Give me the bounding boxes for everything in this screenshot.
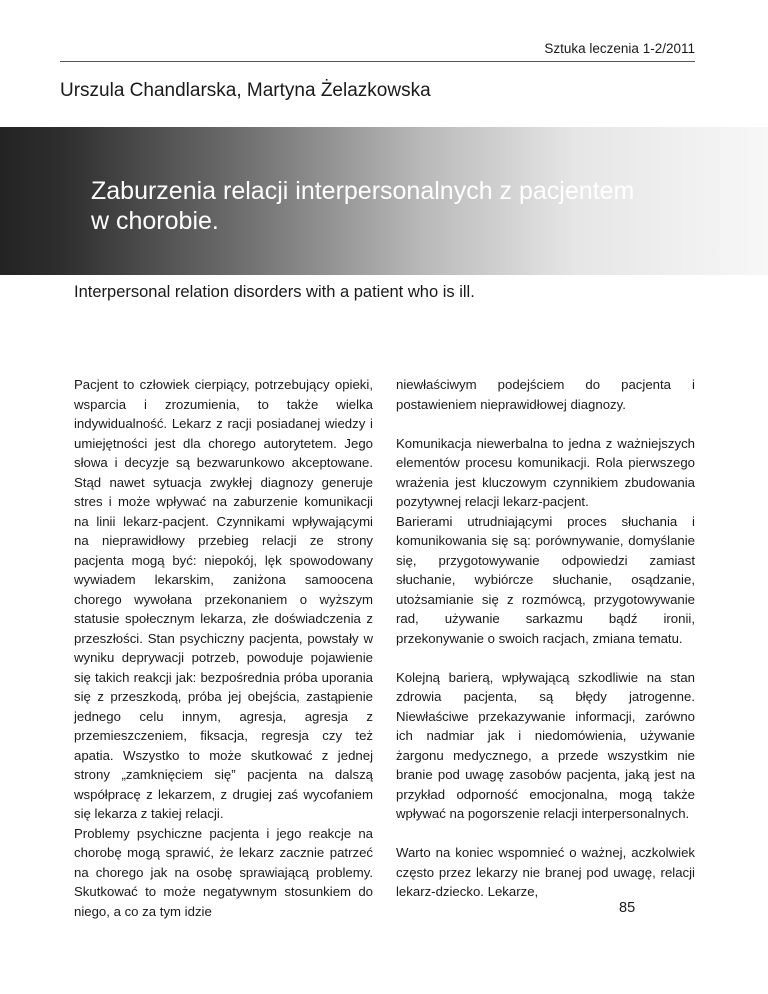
paragraph: Pacjent to człowiek cierpiący, potrzebujący opieki, wsparcia i zrozumienia, to także wielka indywidualność. Lekarz z racji posiadanej wiedzy i umiejętności jest dla chorego autorytetem. Jego słowa i decyzje są bezwarunkowo akceptowane. Stąd nawet sytuacja zwykłej diagnozy generuje stres i może wpływać na zaburzenie komunikacji na linii lekarz-pacjent. Czynnikami wpływającymi na nieprawidłowy przebieg relacji ze strony pacjenta mogą być: niepokój, lęk spowodowany wywiadem lekarskim, zaniżona samoocena chorego wywołana przekonaniem o wyższym statusie społecznym lekarza, złe doświadczenia z przeszłości. Stan psychiczny pacjenta, powstały w wyniku deprywacji potrzeb, powoduje pojawienie się takich reakcji jak: bezpośrednia próba uporania się z przeszkodą, próba jej obejścia, zastąpienie jednego celu innym, agresja, agresja z przemieszczeniem, fiksacja, regresja czy też apatia. Wszystko to może skutkować z jednej strony „zamknięciem się” pacjenta na dalszą współpracę z lekarzem, z drugiej zaś wycofaniem się lekarza z takiej relacji. (74, 377, 373, 821)
paragraph: Komunikacja niewerbalna to jedna z ważniejszych elementów procesu komunikacji. Rola pierwszego wrażenia jest kluczowym czynnikiem zbudowania pozytywnej relacji lekarz-pacjent. (396, 435, 695, 509)
title-line-2: w chorobie. (91, 207, 219, 235)
paragraph: niewłaściwym podejściem do pacjenta i postawieniem nieprawidłowej diagnozy. (396, 377, 695, 412)
article-authors: Urszula Chandlarska, Martyna Żelazkowska (60, 80, 431, 101)
title-line-1: Zaburzenia relacji interpersonalnych z pacjentem (91, 177, 635, 205)
article-title (91, 176, 731, 236)
paragraph: Warto na koniec wspomnieć o ważnej, aczkolwiek często przez lekarzy nie branej pod uwagę, relacji lekarz-dziecko. Lekarze, (396, 845, 695, 899)
right-column (396, 375, 695, 902)
page-number: 85 (619, 900, 636, 916)
left-column (74, 375, 373, 921)
header-rule (60, 61, 695, 62)
journal-name: Sztuka leczenia 1-2/2011 (544, 41, 695, 56)
article-subtitle: Interpersonal relation disorders with a patient who is ill. (74, 283, 475, 301)
paragraph: Barierami utrudniającymi proces słuchania i komunikowania się są: porównywanie, domyślanie się, przygotowywanie odpowiedzi zamiast słuchanie, wybiórcze słuchanie, osądzanie, utożsamianie się z rozmówcą, przygotowywanie rad, używanie sarkazmu bądź ironii, przekonywanie o swoich racjach, zmiana tematu. (396, 513, 695, 646)
paragraph: Kolejną barierą, wpływającą szkodliwie na stan zdrowia pacjenta, są błędy jatrogenne. Niewłaściwe przekazywanie informacji, zarówno ich nadmiar jak i niedomówienia, używanie żargonu medycznego, a przede wszystkim nie branie pod uwagę zasobów pacjenta, jaką jest na przykład odporność emocjonalna, mogą także wpływać na pogorszenie relacji interpersonalnych. (396, 669, 695, 821)
paragraph: Problemy psychiczne pacjenta i jego reakcje na chorobę mogą sprawić, że lekarz zacznie patrzeć na chorego jak na osobę sprawiającą problemy. Skutkować to może negatywnym stosunkiem do niego, a co za tym idzie (74, 825, 373, 919)
